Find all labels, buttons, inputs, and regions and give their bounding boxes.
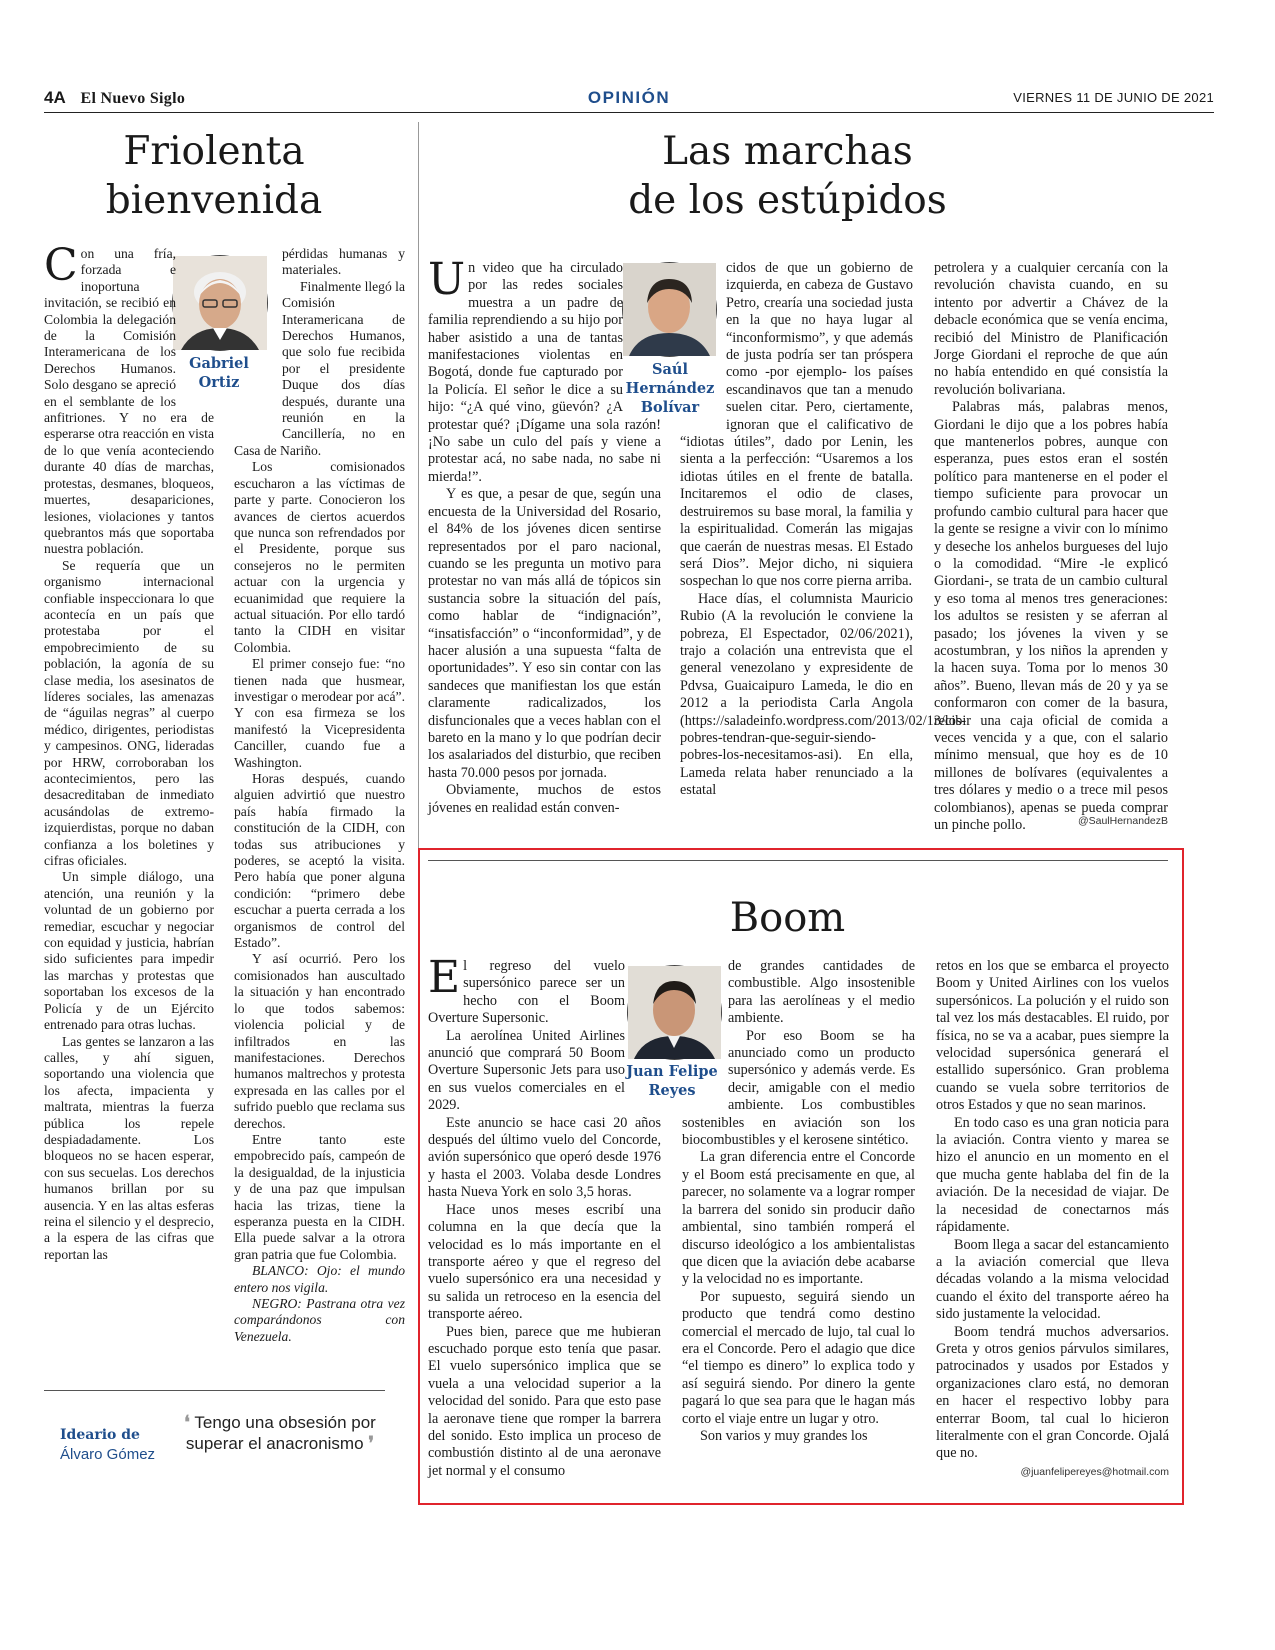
paragraph: cidos de que un gobierno de izquierda, en cabeza de Gustavo Petro, crearía una sociedad justa en la que no haya lugar al “inconformismo”, y que además de justa podría ser tan próspera como -por ejemplo- los países escandinavos que tan a menudo suelen citar. Pero, ciertamente, ignoran que el calificativo de “idiotas útiles”, dado por Lenin, les sienta a la perfección: “Usaremos a los idiotas útiles en el frente de batalla. Incitaremos el odio de clases, destruiremos su base moral, la familia y la espiritualidad. Comerán las migajas que caerán de nuestras mesas. El Estado será Dios”. Mejor dicho, ni siquiera sospechan lo que nos corre pierna arriba. — [680, 260, 913, 590]
paragraph: Y es que, a pesar de que, según una encuesta de la Universidad del Rosario, el 84% de los jóvenes dicen sentirse representados por el paro nacional, cuando se les pregunta un motivo para protestar no van más allá de tópicos sin sustancia sobre la situación del país, como hablar de “indignación”, “insatisfacción” o “inconformidad”, y de hacer alusión a una supuesta “falta de oportunidades”. Y eso sin contar con las sandeces que manifiestan los que están claramente radicalizados, los disfuncionales que a veces hablan con el bareto en la mano y lo que podrían decir los asalariados del disturbio, que reciben hasta 70.000 pesos por jornada. — [428, 486, 661, 781]
title-line: Las marchas — [662, 129, 913, 174]
article-title-boom: Boom — [729, 895, 846, 941]
paragraph-text: l regreso del vuelo supersónico parece ser un hecho con el Boom Overture Supersonic. — [428, 958, 625, 1027]
paragraph: Boom llega a sacar del estancamiento a la aviación comercial que lleva décadas volando a la misma velocidad cuando el éxito del transporte aéreo ha sido justamente la velocidad. — [936, 1236, 1169, 1323]
paragraph-negro: NEGRO: Pastrana otra vez comparándonos con Venezuela. — [234, 1296, 405, 1344]
paragraph: Obviamente, muchos de estos jóvenes en realidad están conven- — [428, 782, 661, 816]
drop-cap: E — [428, 952, 461, 1003]
author-first-name: Gabriel — [189, 355, 249, 372]
paragraph: Este anuncio se hace casi 20 años después del último vuelo del Concorde, avión supersónico que operó desde 1976 y hasta el 2003. Volaba desde Londres hasta Nueva York en solo 3,5 horas. — [428, 1114, 661, 1201]
paragraph: pérdidas humanas y materiales. — [282, 246, 405, 278]
author-middle-name: Hernández — [625, 380, 715, 397]
drop-cap: U — [428, 254, 466, 305]
page-number: 4A — [44, 88, 66, 107]
ideario-quote — [175, 1412, 385, 1454]
column-divider — [418, 836, 419, 848]
section-name: OPINIÓN — [587, 88, 671, 107]
article-title-friolenta — [44, 128, 384, 226]
issue-date: VIERNES 11 DE JUNIO DE 2021 — [1013, 90, 1214, 105]
column-boom-3 — [936, 958, 1169, 1462]
paragraph: Las gentes se lanzaron a las calles, y ahí siguen, soportando una violencia que los afecta, impacienta y maltrata, mientras la fuerza pública los repele despiadadamente. Los bloqueos no se hacen esperar, con sus secuelas. Los derechos humanos brillan por su ausencia. Y en las altas esferas reina el silencio y el desprecio, a la espera de las cifras que reportan las — [44, 1033, 214, 1262]
paragraph: Horas después, cuando alguien advirtió que nuestro país había firmado la constitución de la CIDH, con todas sus atribuciones y poderes, se aceptó la visita. Pero había que poner alguna condición: “primero debe escuchar a puerta cerrada a los organismos de control del Estado”. — [234, 771, 405, 951]
ideario-label-line2: Álvaro Gómez — [60, 1446, 156, 1463]
ideario-quote-text: Tengo una obsesión por superar el anacronismo — [185, 1413, 376, 1453]
column-boom-1 — [428, 952, 661, 1480]
paragraph: En todo caso es una gran noticia para la aviación. Contra viento y marea se hizo el anuncio en un momento en el que mucha gente hablaba del fin de la aviación. De la necesidad de viajar. De la necesidad de conectarnos más rápidamente. — [936, 1114, 1169, 1236]
author-first-name: Juan Felipe — [626, 1063, 718, 1080]
paragraph: Hace unos meses escribí una columna en la que decía que la velocidad es lo más importante en el transporte aéreo y que el regreso del vuelo supersónico era una necesidad y su salida un retroceso en la esencia del transporte aéreo. — [428, 1201, 661, 1323]
paragraph: Un simple diálogo, una atención, una reunión y la voluntad de un gobierno por remediar, escuchar y negociar con equidad y justicia, habrían sido suficientes para impedir las marchas y protestas que soportaban los excesos de la Policía y de un Ejército entrenado para otras luchas. — [44, 869, 214, 1033]
column-friolenta-2 — [234, 246, 405, 1376]
paragraph: Por eso Boom se ha anunciado como un producto supersónico y además verde. Es decir, amigable con el medio ambiente. Los combustibles sostenibles en aviación son los biocombustibles y el kerosene sintético. — [682, 1027, 915, 1149]
paragraph: Los comisionados escucharon a las víctimas de parte y parte. Conocieron los avances de ciertos acuerdos que nunca son refrendados por el Presidente, porque sus consejeros no le permiten actuar con la urgencia y ecuanimidad que requiere la actual situación. Por ello tardó tanto la CIDH en visitar Colombia. — [234, 459, 405, 655]
paragraph: El primer consejo fue: “no tienen nada que husmear, investigar o merodear por acá”. Y con esa firmeza se los manifestó la Vicepresidenta Canciller, cuando fue a Washington. — [234, 656, 405, 770]
title-line: bienvenida — [105, 177, 323, 223]
paper-name: El Nuevo Siglo — [80, 90, 186, 107]
paragraph: petrolera y a cualquier cercanía con la revolución chavista cuando, en su intento por advertir a Chávez de la debacle económica que se venía encima, recibió del Ministro de Planificación Jorge Giordani el reproche de que aún no había entendido en qué consistía la revolución bolivariana. — [934, 260, 1168, 398]
paragraph-text: n video que ha circulado por las redes sociales muestra a un padre de familia reprendiendo a su hijo por haber asistido a una de tantas manifestaciones violentas en Bogotá, donde fue capturado por la Policía. El señor le dice a su hijo: “¿A qué vino, güevón? ¿A protestar qué? ¡Dígame una sola razón! ¡No sabe un culo del país y viene a protestar acá, no sabe nada, no sabe ni mierda!”. — [428, 260, 661, 485]
paragraph: Son varios y muy grandes los — [700, 1427, 868, 1444]
column-marchas-2 — [680, 260, 967, 832]
paragraph: retos en los que se embarca el proyecto Boom y United Airlines con los vuelos supersónicos. La polución y el ruido son tal vez los más destacables. El ruido, por física, no se va a acabar, pues siempre la velocidad supersónica generará el estallido supersónico. Gran problema cuando se vuela sobre territorios de otros Estados y que no sean marinos. — [936, 958, 1169, 1114]
paragraph-blanco: BLANCO: Ojo: el mundo entero nos vigila. — [234, 1263, 405, 1295]
drop-cap: C — [44, 240, 78, 291]
paragraph: Finalmente llegó la Comisión Interamericana de Derechos Humanos, que solo fue recibida por el presidente Duque dos días después, durante una reunión en la Cancillería, no en Casa de Nariño. — [234, 278, 405, 458]
column-divider — [418, 122, 419, 836]
paragraph: Por supuesto, seguirá siendo un producto que tendrá como destino comercial el mercado de lujo, tal cual lo era el Concorde. Pero el adagio que dice “el tiempo es dinero” lo explica todo y así seguirá siendo. Por dinero la gente pagará lo que sea para que le hagan más corto el viaje entre un lugar y otro. — [682, 1288, 915, 1427]
paragraph: de grandes cantidades de combustible. Algo insostenible para las aerolíneas y el medio ambiente. — [728, 958, 915, 1027]
ideario-label — [60, 1425, 155, 1465]
paragraph: Se requería que un organismo internacional confiable inspeccionara lo que acontecía en un país que protestaba por el empobrecimiento de su población, la agonía de su clase media, los asesinatos de líderes sociales, las amenazas de “águilas negras” al cuerpo médico, dirigentes, periodistas y campesinos. ONG, lideradas por HRW, corroboraban los acontecimientos, pero las desacreditaban de inmediato acusándolas de extremo-izquierdistas, porque no daban confianza a los boletines y cifras oficiales. — [44, 557, 214, 869]
author-last-name: Ortiz — [198, 374, 240, 391]
author-handle-juan-felipe: @juanfelipereyes@hotmail.com — [1020, 1466, 1169, 1478]
title-line: de los estúpidos — [628, 177, 947, 223]
author-handle-saul: @SaulHernandezB — [1077, 815, 1168, 827]
boom-top-rule — [428, 860, 1168, 861]
close-quote-icon: ❜ — [368, 1433, 375, 1453]
article-title-marchas — [430, 128, 1145, 226]
column-boom-2 — [682, 958, 915, 1480]
paragraph-text: on una fría, forzada e inoportuna invitación, se recibió en Colombia la delegación de la Comisión Interamericana de los Derechos Humanos. Solo desgano se apreció en el semblante de los anfitriones. Y no era de esperarse otra reacción en vista de lo que venía aconteciendo durante 40 días de marchas, protestas, desmanes, bloqueos, muertes, desapariciones, lesiones, violaciones y tantos quebrantos más que soportaba nuestra población. — [44, 246, 214, 557]
author-last-name: Reyes — [648, 1082, 696, 1099]
ideario-label-line1: Ideario de — [60, 1427, 140, 1443]
author-first-name: Saúl — [652, 361, 688, 378]
paragraph: Palabras más, palabras menos, Giordani le dijo que a los pobres había que mantenerlos pobres, aunque con esperanza, pues estos eran el sostén político para mantenerse en el poder el tiempo suficiente para provocar un profundo cambio cultural para hacer que la gente se resigne a vivir con lo mínimo y deseche los anhelos burgueses del lujo o la comodidad. “Mire -le explicó Giordani-, se trata de un cambio cultural y eso toma al menos tres generaciones: los adultos se resisten y se aferran al pasado; los jóvenes la viven y se acostumbran, y los niños la aprenden y la hacen suya. Toma por lo menos 30 años”. Bueno, llevan más de 20 y ya se conformaron con comer de la basura, recibir una caja oficial de comida a veces vencida y a que, con el salario mínimo mensual, que hoy es de 10 millones de bolívares (equivalentes a tres dólares y medio o a trece mil pesos colombianos), apenas se pueda comprar un pinche pollo. — [934, 399, 1168, 833]
ideario-rule — [44, 1390, 385, 1391]
paragraph: Hace días, el columnista Mauricio Rubio (A la revolución le conviene la pobreza, El Espectador, 02/06/2021), trajo a colación una entrevista que el general venezolano y expresidente de Pdvsa, Guaicaipuro Lameda, le dio en 2012 a la periodista Carla Angola (https://saladeinfo.wordpress.com/2013/02/13/los-pobres-tendran-que-seguir-siendo-pobres-los-necesitamos-asi). En ella, Lameda relata haber renunciado a la estatal — [680, 590, 967, 799]
open-quote-icon: ❛ — [184, 1412, 190, 1432]
column-marchas-1 — [428, 254, 661, 832]
paragraph: Boom tendrá muchos adversarios. Greta y otros genios párvulos similares, patrocinados y usados por Estados y organizaciones claro está, no demoran en hacer el respectivo lobby para enterrar Boom, tal cual lo hicieron literalmente con el gran Concorde. Ojalá que no. — [936, 1323, 1169, 1462]
paragraph: La gran diferencia entre el Concorde y el Boom está precisamente en que, al parecer, no solamente va a lograr romper la barrera del sonido sin producir daño ambiental, sino también romperá el discurso ideológico a los ambientalistas que dicen que la aviación debe acabarse y la velocidad no es importante. — [682, 1149, 915, 1288]
column-friolenta-1 — [44, 240, 214, 1376]
paragraph: La aerolínea United Airlines anunció que comprará 50 Boom Overture Supersonic Jets para uso en sus vuelos comerciales en el 2029. — [428, 1027, 625, 1114]
paragraph: Pues bien, parece que me hubieran escuchado porque esto tenía que pasar. El vuelo supersónico implica que se vuela a una velocidad superior a la velocidad del sonido. Para que esto pase la aeronave tiene que romper la barrera del sonido. Esto implica un proceso de combustión distinto al de una aeronave jet normal y el consumo — [428, 1323, 661, 1479]
title-line: Friolenta — [123, 129, 305, 174]
paragraph: Y así ocurrió. Pero los comisionados han auscultado la situación y han encontrado lo que todos sabemos: violencia policial y de infiltrados en las manifestaciones. Derechos humanos maltrechos y protesta expresada en las calles por el sufrido pueblo que reclama sus derechos. — [234, 951, 405, 1131]
author-last-name: Bolívar — [640, 399, 700, 416]
paragraph: Entre tanto este empobrecido país, campeón de la desigualdad, de la injusticia y de una paz que impulsan hacia las trizas, tiene la esperanza puesta en la CIDH. Ella puede salvar a la otrora gran patria que fue Colombia. — [234, 1131, 405, 1262]
header-rule — [44, 112, 1214, 113]
page-header — [44, 88, 1214, 112]
